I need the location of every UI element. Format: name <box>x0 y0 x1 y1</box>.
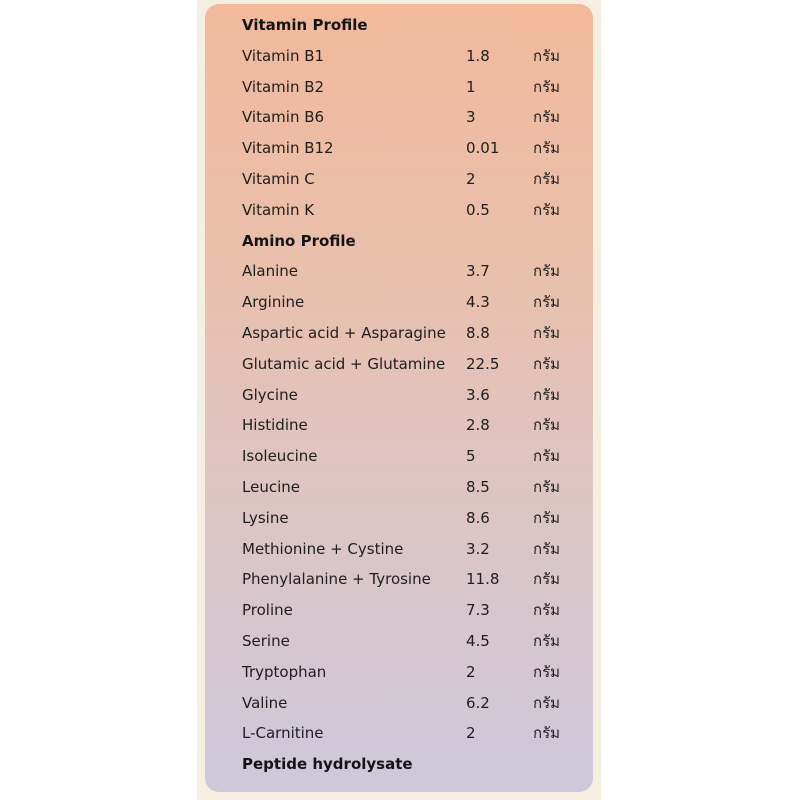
table-row <box>242 256 582 286</box>
nutrient-unit: กรัม <box>533 200 561 219</box>
nutrient-unit: กรัม <box>533 139 561 158</box>
table-row <box>242 688 582 718</box>
section-title: Amino Profile <box>242 231 356 250</box>
table-row <box>242 595 582 625</box>
nutrient-name: Glutamic acid + Glutamine <box>242 354 446 373</box>
nutrient-unit: กรัม <box>533 662 561 681</box>
nutrient-unit: กรัม <box>533 447 561 466</box>
nutrient-name: Valine <box>242 693 288 712</box>
nutrient-name: Vitamin B6 <box>242 108 325 127</box>
table-row <box>242 503 582 533</box>
table-row <box>242 380 582 410</box>
nutrient-amount: 4.5 <box>466 632 490 650</box>
nutrient-amount: 2.8 <box>466 416 490 435</box>
nutrition-panel <box>205 4 593 792</box>
table-row <box>242 41 582 71</box>
nutrient-unit: กรัม <box>533 324 561 342</box>
nutrient-unit: กรัม <box>533 293 561 312</box>
nutrient-amount: 0.01 <box>466 139 500 158</box>
nutrient-unit: กรัม <box>533 724 561 743</box>
table-row <box>242 657 582 687</box>
nutrient-name: Leucine <box>242 478 300 496</box>
nutrient-unit: กรัม <box>533 539 561 558</box>
nutrient-name: Methionine + Cystine <box>242 539 404 558</box>
nutrient-unit: กรัม <box>533 108 561 127</box>
nutrient-name: Histidine <box>242 416 308 435</box>
nutrient-name: Vitamin K <box>242 200 315 219</box>
nutrient-amount: 6.2 <box>466 693 490 712</box>
nutrient-name: Phenylalanine + Tyrosine <box>242 570 431 589</box>
nutrient-amount: 1 <box>466 77 476 96</box>
table-row <box>242 441 582 471</box>
table-row <box>242 534 582 564</box>
nutrient-unit: กรัม <box>533 262 561 281</box>
table-row <box>242 133 582 163</box>
nutrient-amount: 8.5 <box>466 478 490 496</box>
table-row <box>242 626 582 656</box>
table-row <box>242 718 582 748</box>
nutrient-name: Vitamin C <box>242 170 315 188</box>
nutrient-name: Glycine <box>242 385 298 404</box>
section-title: Peptide hydrolysate <box>242 755 413 774</box>
nutrient-name: Proline <box>242 601 293 620</box>
nutrient-name: Vitamin B12 <box>242 139 334 158</box>
nutrient-unit: กรัม <box>533 478 561 496</box>
table-row <box>242 72 582 102</box>
table-row <box>242 287 582 317</box>
table-row <box>242 318 582 348</box>
table-row <box>242 102 582 132</box>
nutrient-name: Vitamin B1 <box>242 46 325 65</box>
nutrient-amount: 2 <box>466 724 476 743</box>
nutrient-amount: 2 <box>466 662 476 681</box>
nutrient-name: Vitamin B2 <box>242 77 325 96</box>
nutrient-unit: กรัม <box>533 508 561 527</box>
nutrient-name: Aspartic acid + Asparagine <box>242 324 446 342</box>
table-row <box>242 195 582 225</box>
nutrient-name: Lysine <box>242 508 289 527</box>
nutrient-name: Serine <box>242 632 290 650</box>
nutrient-amount: 2 <box>466 170 476 188</box>
nutrient-name: Arginine <box>242 293 305 312</box>
nutrient-amount: 4.3 <box>466 293 490 312</box>
nutrient-amount: 1.8 <box>466 46 490 65</box>
nutrient-amount: 8.6 <box>466 508 490 527</box>
nutrient-name: Tryptophan <box>242 662 327 681</box>
nutrient-name: Alanine <box>242 262 299 281</box>
nutrient-amount: 3 <box>466 108 476 127</box>
nutrient-amount: 3.7 <box>466 262 490 281</box>
nutrient-unit: กรัม <box>533 354 561 373</box>
nutrient-amount: 3.2 <box>466 539 490 558</box>
nutrient-amount: 7.3 <box>466 601 490 620</box>
nutrient-amount: 0.5 <box>466 200 490 219</box>
nutrient-amount: 11.8 <box>466 570 500 589</box>
table-row <box>242 564 582 594</box>
nutrient-unit: กรัม <box>533 416 561 435</box>
table-row <box>242 472 582 502</box>
nutrient-name: L-Carnitine <box>242 724 324 743</box>
nutrient-unit: กรัม <box>533 632 561 650</box>
nutrient-unit: กรัม <box>533 570 561 589</box>
nutrient-unit: กรัม <box>533 170 561 188</box>
nutrient-unit: กรัม <box>533 77 561 96</box>
nutrient-unit: กรัม <box>533 693 561 712</box>
nutrient-unit: กรัม <box>533 601 561 620</box>
table-row <box>242 349 582 379</box>
section-title: Vitamin Profile <box>242 16 368 34</box>
nutrient-amount: 3.6 <box>466 385 490 404</box>
nutrient-amount: 22.5 <box>466 354 500 373</box>
table-row <box>242 410 582 440</box>
table-row <box>242 164 582 194</box>
nutrient-unit: กรัม <box>533 385 561 404</box>
nutrient-name: Isoleucine <box>242 447 318 466</box>
nutrient-amount: 8.8 <box>466 324 490 342</box>
nutrient-amount: 5 <box>466 447 476 466</box>
nutrient-unit: กรัม <box>533 46 561 65</box>
